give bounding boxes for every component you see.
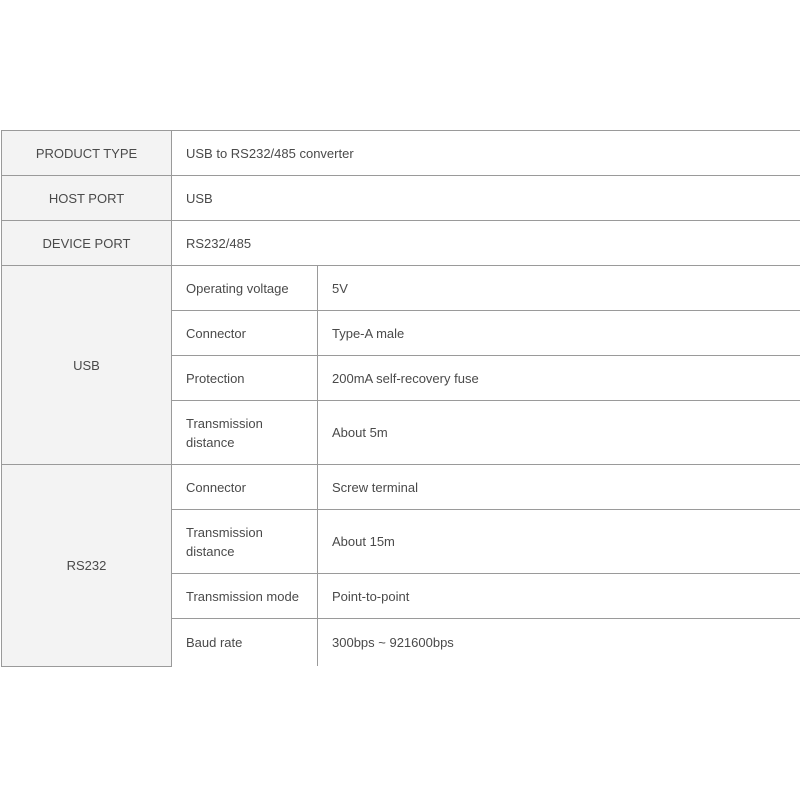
spec-table-container — [0, 130, 800, 670]
spec-sub-value: 200mA self-recovery fuse — [318, 356, 800, 401]
spec-sub-value: Type-A male — [318, 311, 800, 356]
spec-sub-value: About 5m — [318, 401, 800, 465]
spec-sub-label: Protection — [172, 356, 318, 401]
spec-sub-value: Screw terminal — [318, 465, 800, 510]
spec-sub-label: Transmission distance — [172, 401, 318, 465]
table-row — [2, 266, 800, 311]
table-row — [2, 465, 800, 510]
table-row — [2, 221, 800, 266]
spec-sub-label: Operating voltage — [172, 266, 318, 311]
spec-value-product-type: USB to RS232/485 converter — [172, 131, 800, 176]
spec-group-rs232: RS232 — [2, 465, 172, 667]
spec-sub-value: About 15m — [318, 510, 800, 574]
spec-sub-label: Connector — [172, 465, 318, 510]
spec-key-device-port: DEVICE PORT — [2, 221, 172, 266]
spec-sub-value: Point-to-point — [318, 574, 800, 619]
spec-sub-value: 5V — [318, 266, 800, 311]
table-row — [2, 131, 800, 176]
spec-key-host-port: HOST PORT — [2, 176, 172, 221]
spec-sub-label: Baud rate — [172, 619, 318, 667]
spec-sub-label: Connector — [172, 311, 318, 356]
spec-key-product-type: PRODUCT TYPE — [2, 131, 172, 176]
spec-value-host-port: USB — [172, 176, 800, 221]
spec-group-usb: USB — [2, 266, 172, 465]
spec-table — [1, 130, 800, 667]
spec-sub-label: Transmission distance — [172, 510, 318, 574]
table-row — [2, 176, 800, 221]
spec-value-device-port: RS232/485 — [172, 221, 800, 266]
spec-sub-label: Transmission mode — [172, 574, 318, 619]
spec-sub-value: 300bps ~ 921600bps — [318, 619, 800, 667]
